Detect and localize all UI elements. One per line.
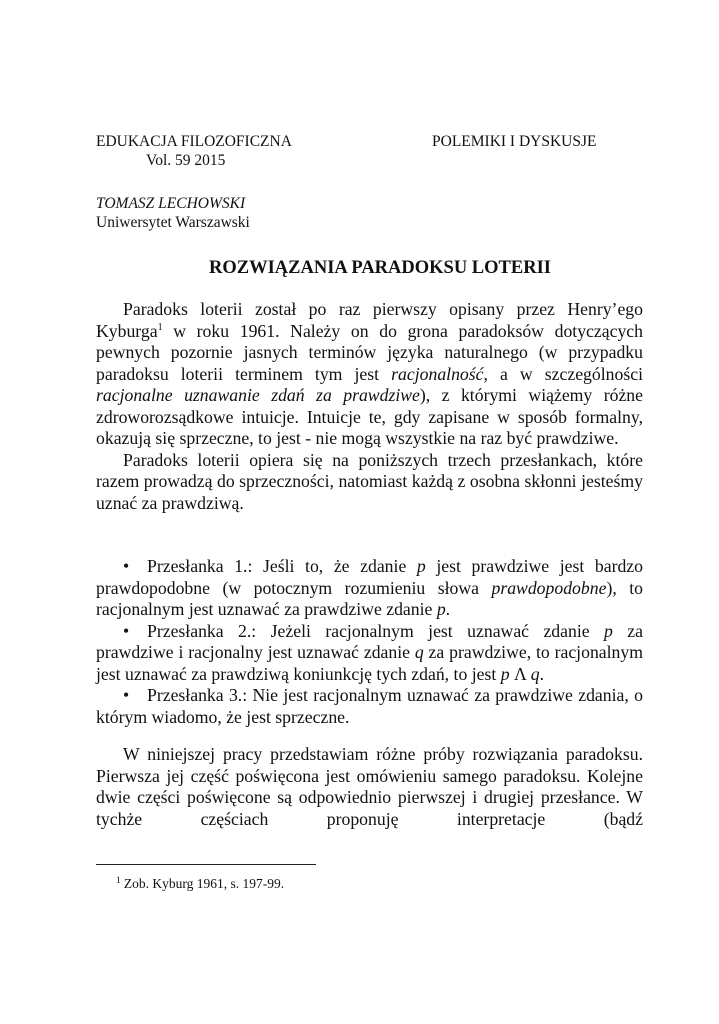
- author-affiliation: Uniwersytet Warszawski: [96, 214, 250, 231]
- footnote: $^1$ Zob. Kyburg 1961, s. 197-99.: [116, 875, 285, 891]
- premise-3: • Przesłanka 3.: Nie jest racjonalnym uznawać za prawdziwe zdania, o którym wiadomo, że jest sprzeczne.: [96, 685, 643, 727]
- article-title: ROZWIĄZANIA PARADOKSU LOTERII: [209, 258, 551, 278]
- closing-text: [96, 744, 643, 830]
- paragraph-2: Paradoks loterii opiera się na poniższych trzech przesłankach, które razem prowadzą do sprzeczności, natomiast każdą z osobna skłonni jesteśmy uznać za prawdziwą.: [96, 449, 643, 513]
- premise-1: • Przesłanka 1.: Jeśli to, że zdanie p jest prawdziwe jest bardzo prawdopodobne (w potocznym rozumieniu słowa prawdopodobne), to racjonalnym jest uznawać za prawdziwe zdanie p.: [96, 556, 643, 619]
- author-name: TOMASZ LECHOWSKI: [96, 195, 246, 212]
- intro-text: [96, 299, 643, 514]
- bullet-icon: •: [123, 556, 130, 576]
- premises-list: [96, 556, 643, 728]
- paragraph-3: W niniejszej pracy przedstawiam różne próby rozwiązania paradoksu. Pierwsza jej część poświęcona jest omówieniu samego paradoksu. Kolejne dwie części poświęcone są odpowiednio pierwszej i drugiej przesłance. W tychże częściach proponuję interpretacje (bądź: [96, 744, 643, 829]
- journal-name: EDUKACJA FILOZOFICZNA: [96, 133, 292, 150]
- journal-volume: Vol. 59 2015: [146, 152, 226, 169]
- bullet-icon: •: [123, 685, 130, 705]
- footnote-separator: [96, 864, 316, 865]
- bullet-icon: •: [123, 620, 130, 641]
- paragraph-1: Paradoks loterii został po raz pierwszy opisany przez Henry’ego Kyburga$^1$ w roku 1961. Należy on do grona paradoksów dotyczących pewnych pozornie jasnych terminów języka naturalnego (w przypadku paradoksu loterii terminem tym jest racjonalność, a w szczególności racjonalne uznawanie zdań za prawdziwe), z którymi wiążemy różne zdroworozsądkowe intuicje. Intuicje te, gdy zapisane w sposób formalny, okazują się sprzeczne, to jest - nie mogą wszystkie na raz być prawdziwe.: [96, 299, 643, 448]
- section-name: POLEMIKI I DYSKUSJE: [432, 133, 597, 150]
- premise-2: • Przesłanka 2.: Jeżeli racjonalnym jest uznawać zdanie p za prawdziwe i racjonalny jest uznawać zdanie q za prawdziwe, to racjonalnym jest uznawać za prawdziwą koniunkcję tych zdań, to jest p Λ q.: [96, 620, 644, 684]
- footnote-ref[interactable]: 1: [157, 321, 163, 333]
